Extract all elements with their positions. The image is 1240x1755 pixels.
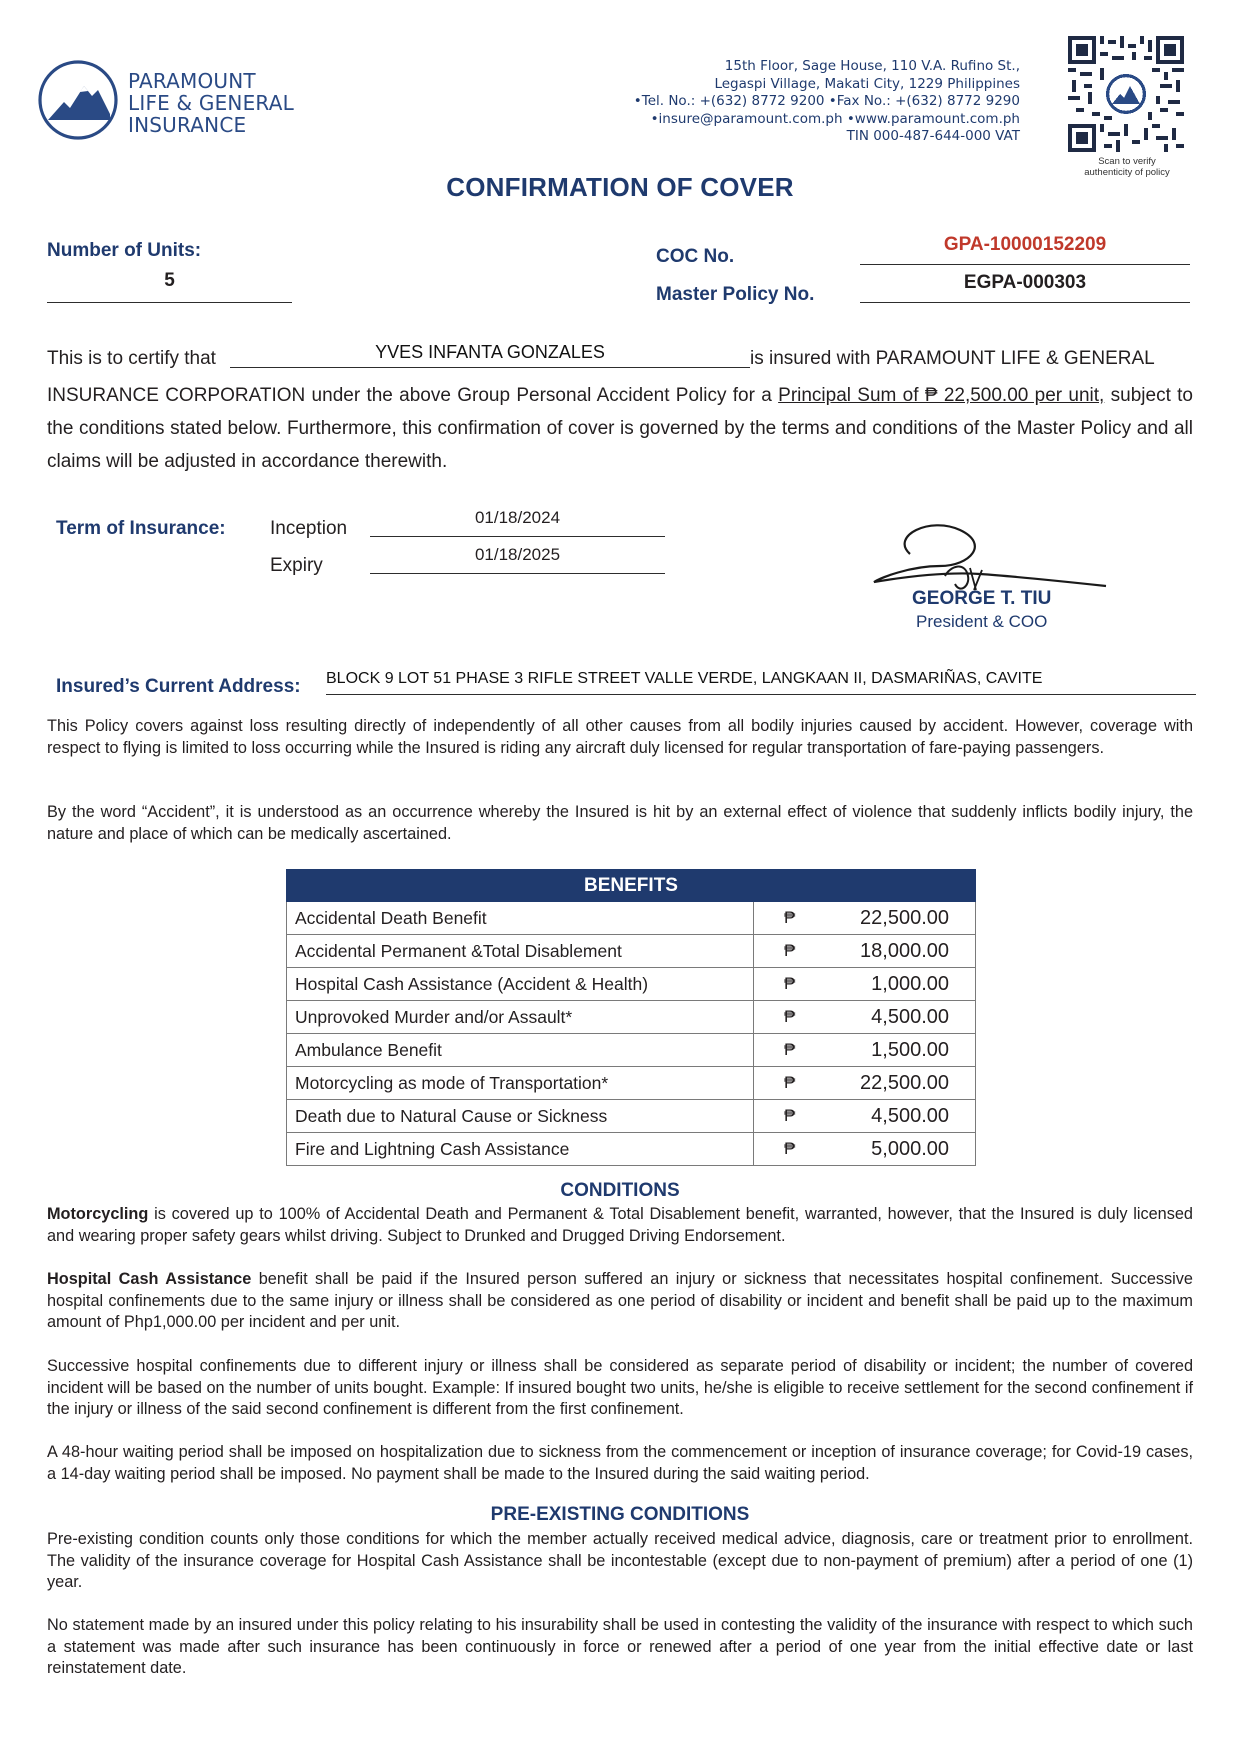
company-logo (36, 60, 336, 142)
preexisting-paragraph: Pre-existing condition counts only those conditions for which the member actually received medical advice, diagnosis, care or treatment prior to enrollment. The validity of the insurance coverage for Hospital Cash Assistance shall be incontestable (except due to non-payment of premium) after a period of one (1) year. (47, 1530, 1193, 1591)
coc-field (860, 234, 1190, 265)
units-value: 5 (164, 270, 175, 291)
company-name-line2: LIFE & GENERAL (128, 91, 294, 115)
units-label: Number of Units: (47, 240, 202, 261)
benefits-table (286, 869, 976, 1166)
benefit-amount: 1,500.00 (832, 1034, 976, 1067)
qr-caption-line2: authenticity of policy (1084, 166, 1170, 178)
insured-name-field (230, 342, 750, 368)
benefit-row (287, 968, 976, 1001)
benefits-header: BENEFITS (287, 870, 976, 902)
motorcycling-term: Motorcycling (47, 1205, 149, 1223)
address-value: BLOCK 9 LOT 51 PHASE 3 RIFLE STREET VALLE VERDE, LANGKAAN II, DASMARIÑAS, CAVITE (326, 670, 1043, 687)
certify-rest: subject to the conditions stated below. Furthermore, this confirmation of cover is governed by the terms and conditions of the Master Policy and all claims will be adjusted in accordance therewith. (47, 385, 1193, 472)
hospital-cash-term: Hospital Cash Assistance (47, 1270, 252, 1288)
company-name-line1: PARAMOUNT (128, 69, 256, 93)
motorcycling-text: is covered up to 100% of Accidental Death and Permanent & Total Disablement benefit, warranted, however, that the Insured is duly licensed and wearing proper safety gears whilst driving. Subject to Drunked and Drugged Driving Endorsement. (47, 1205, 1193, 1245)
qr-code[interactable] (1068, 36, 1186, 154)
conditions-header: CONDITIONS (560, 1180, 680, 1201)
benefit-row (287, 1067, 976, 1100)
inception-field (370, 508, 665, 537)
benefit-currency: ₱ (754, 1034, 833, 1067)
benefit-currency: ₱ (754, 1100, 833, 1133)
contact-line: •Tel. No.: +(632) 8772 9200 •Fax No.: +(632) 8772 9290 (633, 93, 1020, 109)
address-line: 15th Floor, Sage House, 110 V.A. Rufino St., (724, 58, 1020, 74)
benefit-row (287, 935, 976, 968)
benefit-row (287, 1034, 976, 1067)
expiry-label: Expiry (270, 555, 323, 576)
hospital-cash-text: benefit shall be paid if the Insured person suffered an injury or sickness that necessitates hospital confinement. Successive hospital confinements due to the same injury or illness shall be considered as one period of disability or incident and benefit shall be paid up to the maximum amount of Php1,000.00 per incident and per unit. (47, 1270, 1193, 1331)
benefit-row (287, 1133, 976, 1166)
benefit-row (287, 1100, 976, 1133)
certify-body (47, 379, 1193, 478)
benefit-amount: 1,000.00 (832, 968, 976, 1001)
tin-line: TIN 000-487-644-000 VAT (846, 128, 1020, 144)
benefit-amount: 5,000.00 (832, 1133, 976, 1166)
benefit-amount: 4,500.00 (832, 1100, 976, 1133)
benefit-name: Unprovoked Murder and/or Assault* (287, 1001, 754, 1034)
benefit-name: Motorcycling as mode of Transportation* (287, 1067, 754, 1100)
mountain-logo-icon (36, 58, 120, 142)
address-field (326, 670, 1196, 695)
signatory-title: President & COO (916, 612, 1048, 631)
benefit-name: Fire and Lightning Cash Assistance (287, 1133, 754, 1166)
benefit-name: Accidental Death Benefit (287, 902, 754, 935)
benefit-name: Hospital Cash Assistance (Accident & Health) (287, 968, 754, 1001)
benefit-name: Death due to Natural Cause or Sickness (287, 1100, 754, 1133)
coc-label: COC No. (656, 246, 735, 267)
certify-suffix: is insured with PARAMOUNT LIFE & GENERAL (750, 348, 1155, 369)
accident-definition-paragraph: By the word “Accident”, it is understood as an occurrence whereby the Insured is hit by an external effect of violence that suddenly inflicts bodily injury, the nature and place of which can be medically ascertained. (47, 803, 1193, 843)
motorcycling-condition (47, 1204, 1193, 1247)
benefit-currency: ₱ (754, 1067, 833, 1100)
expiry-value: 01/18/2025 (474, 545, 561, 564)
company-name-line3: INSURANCE (128, 113, 247, 137)
benefit-name: Accidental Permanent &Total Disablement (287, 935, 754, 968)
principal-sum: Principal Sum of ₱ 22,500.00 per unit, (778, 385, 1105, 406)
company-address (560, 58, 1020, 146)
benefit-currency: ₱ (754, 902, 833, 935)
benefit-currency: ₱ (754, 968, 833, 1001)
benefit-currency: ₱ (754, 1001, 833, 1034)
benefit-amount: 22,500.00 (832, 902, 976, 935)
master-policy-field (860, 272, 1190, 303)
benefit-currency: ₱ (754, 935, 833, 968)
units-field (47, 270, 292, 303)
benefit-row (287, 902, 976, 935)
expiry-field (370, 545, 665, 574)
master-policy-label: Master Policy No. (656, 284, 815, 305)
qr-caption-line1: Scan to verify (1098, 156, 1156, 167)
address-line: Legaspi Village, Makati City, 1229 Philippines (714, 75, 1020, 92)
benefit-currency: ₱ (754, 1133, 833, 1166)
hospital-cash-condition (47, 1269, 1193, 1334)
certify-line2: INSURANCE CORPORATION under the above Group Personal Accident Policy for a (47, 385, 779, 406)
contact-line: •insure@paramount.com.ph •www.paramount.com.ph (650, 110, 1020, 127)
certify-line1 (47, 342, 1193, 382)
coc-value: GPA-10000152209 (943, 234, 1107, 255)
waiting-period-condition: A 48-hour waiting period shall be imposed on hospitalization due to sickness from the commencement or inception of insurance coverage; for Covid-19 cases, a 14-day waiting period shall be imposed. No payment shall be made to the Insured during the said waiting period. (47, 1443, 1193, 1483)
signatory-name: GEORGE T. TIU (912, 588, 1052, 609)
coverage-paragraph: This Policy covers against loss resulting directly of independently of all other causes from all bodily injuries caused by accident. However, coverage with respect to flying is limited to loss occurring while the Insured is riding any aircraft duly licensed for regular transportation of fare-paying passengers. (47, 717, 1193, 757)
benefit-row (287, 1001, 976, 1034)
benefit-amount: 22,500.00 (832, 1067, 976, 1100)
benefits-table-container (286, 869, 976, 1166)
incontestability-paragraph: No statement made by an insured under this policy relating to his insurability shall be used in contesting the validity of the insurance with respect to which such a statement was made after such insurance has been continuously in force or renewed after a period of one year from the initial effective date or last reinstatement date. (47, 1616, 1193, 1677)
inception-label: Inception (270, 518, 348, 539)
certify-prefix: This is to certify that (47, 348, 216, 369)
inception-value: 01/18/2024 (474, 508, 561, 527)
benefit-amount: 4,500.00 (832, 1001, 976, 1034)
master-policy-value: EGPA-000303 (963, 272, 1087, 293)
insured-name: YVES INFANTA GONZALES (375, 342, 605, 362)
benefit-name: Ambulance Benefit (287, 1034, 754, 1067)
successive-confinement-condition: Successive hospital confinements due to different injury or illness shall be considered as separate period of disability or incident; the number of covered incident will be based on the number of units bought. Example: If insured bought two units, he/she is eligible to receive settlement for the second confinement if the injury or illness of the said second confinement is different from the first confinement. (47, 1357, 1193, 1418)
benefit-amount: 18,000.00 (832, 935, 976, 968)
document-title: CONFIRMATION OF COVER (446, 172, 794, 202)
address-label: Insured’s Current Address: (56, 676, 301, 697)
preexisting-header: PRE-EXISTING CONDITIONS (490, 1504, 750, 1525)
qr-code-icon (1068, 36, 1184, 152)
term-label: Term of Insurance: (56, 518, 226, 539)
